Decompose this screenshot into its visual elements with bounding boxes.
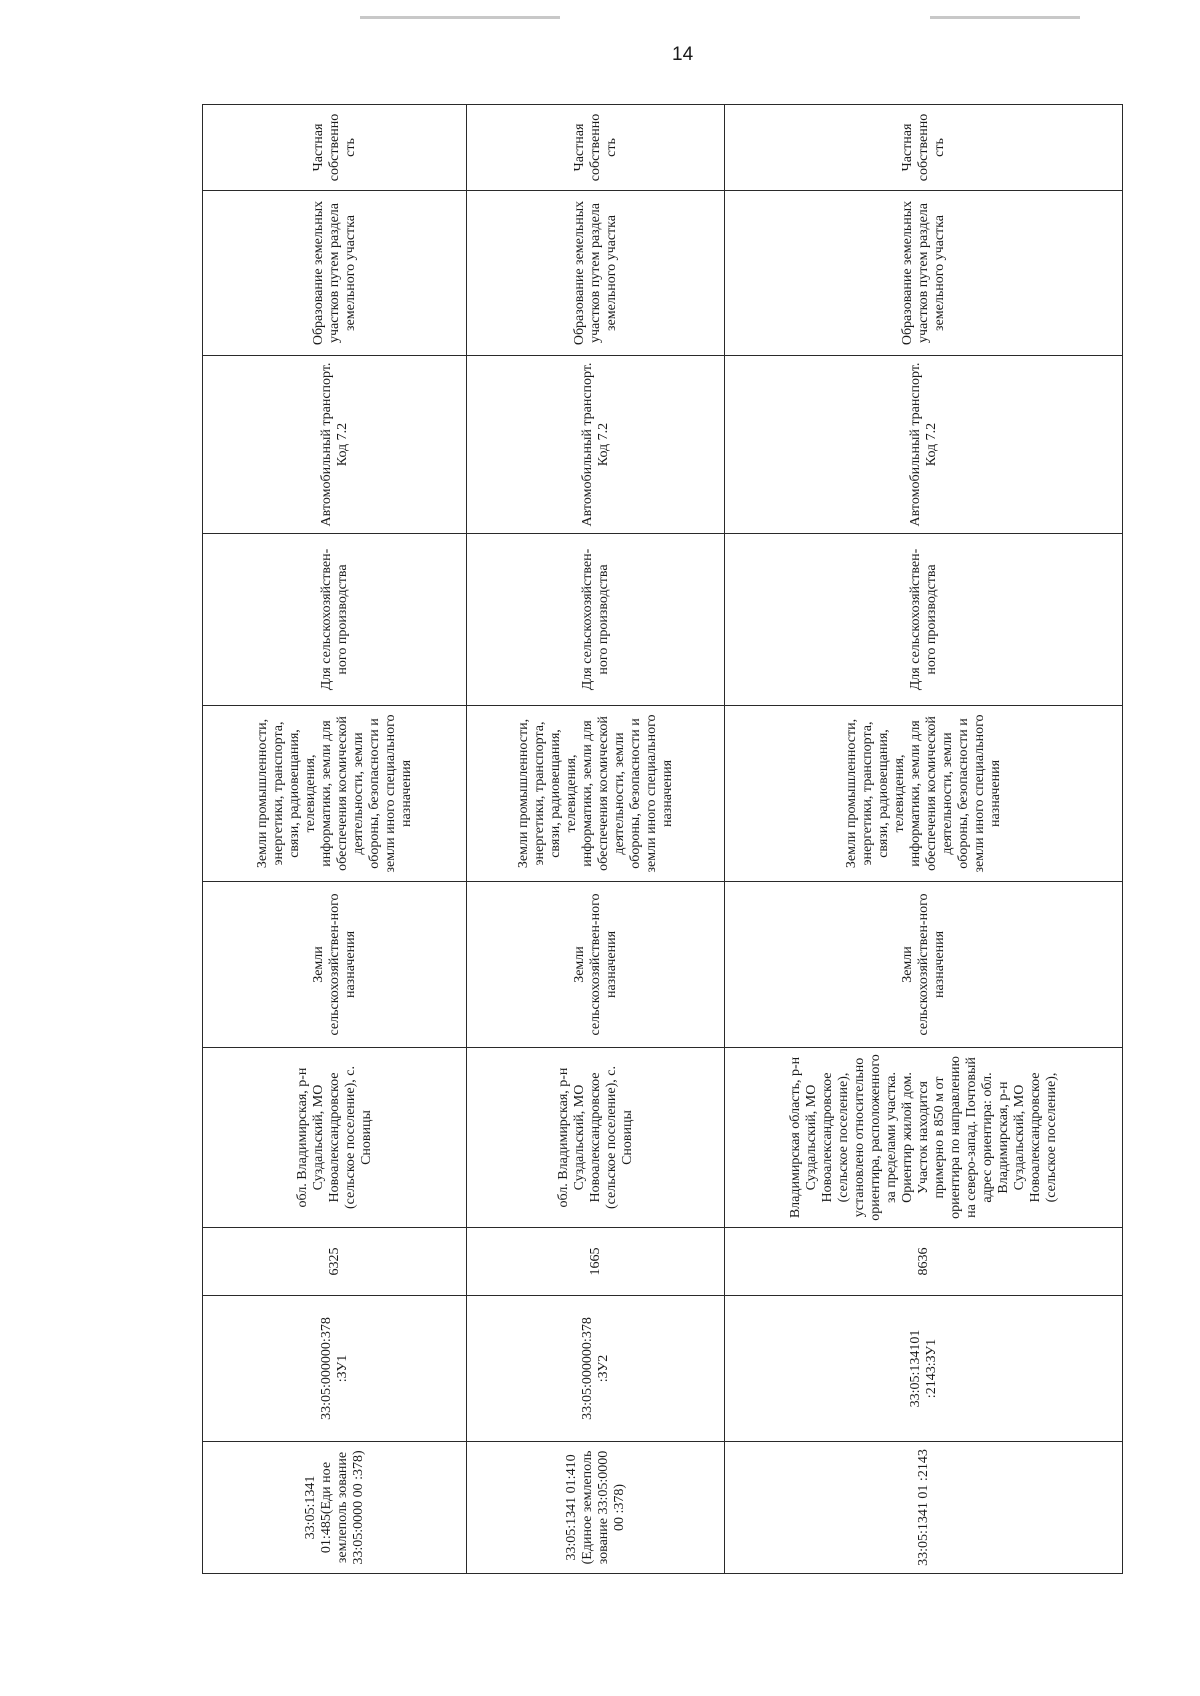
land-parcel-table xyxy=(202,104,1123,1574)
use-after-cell xyxy=(725,356,1123,534)
use-after-cell xyxy=(467,356,725,534)
source-parcel-number: 33:05:1341 01:485(Еди ное землеполь зование 33:05:0000 00 :378) xyxy=(302,1450,366,1565)
area-value: 6325 xyxy=(326,1247,342,1276)
source-parcel-number: 33:05:1341 01 :2143 xyxy=(915,1449,931,1566)
address-cell xyxy=(203,1048,467,1228)
method-cell xyxy=(467,191,725,356)
ownership-cell xyxy=(467,105,725,191)
source-parcel-cell xyxy=(725,1442,1123,1574)
new-parcel-cell xyxy=(725,1296,1123,1442)
category-before-text: Земли сельскохозяйствен-ного назначения xyxy=(310,893,358,1036)
category-before-text: Земли сельскохозяйствен-ного назначения xyxy=(899,893,947,1036)
area-cell xyxy=(467,1228,725,1296)
scan-artifact xyxy=(930,16,1080,19)
category-after-cell xyxy=(203,706,467,882)
new-parcel-cell xyxy=(467,1296,725,1442)
page-number: 14 xyxy=(672,44,694,65)
method-cell xyxy=(203,191,467,356)
address-text: обл. Владимирская, р-н Суздальский, МО Новоалександровское (сельское поселение), с. Сновицы xyxy=(294,1065,374,1210)
method-text: Образование земельных участков путем раздела земельного участка xyxy=(899,200,947,346)
scan-artifact xyxy=(360,16,560,19)
category-after-text: Земли промышленности, энергетики, транспорта, связи, радиовещания, телевидения, информатики, земли для обеспечения космической деятельности, земли обороны, безопасности и земли иного специального назначения xyxy=(254,714,414,873)
table-row xyxy=(725,105,1123,1574)
address-text: обл. Владимирская, р-н Суздальский, МО Новоалександровское (сельское поселение), с. Сновицы xyxy=(555,1065,635,1210)
area-cell xyxy=(203,1228,467,1296)
table-row xyxy=(467,105,725,1574)
address-cell xyxy=(725,1048,1123,1228)
ownership-text: Частная собственность xyxy=(571,113,619,182)
ownership-text: Частная собственность xyxy=(899,113,947,182)
source-parcel-cell xyxy=(467,1442,725,1574)
table-row xyxy=(203,105,467,1574)
category-before-cell xyxy=(467,882,725,1048)
category-after-cell xyxy=(725,706,1123,882)
use-after-text: Автомобильный транспорт. Код 7.2 xyxy=(318,362,350,527)
category-after-text: Земли промышленности, энергетики, транспорта, связи, радиовещания, телевидения, информатики, земли для обеспечения космической деятельности, земли обороны, безопасности и земли иного специального назначения xyxy=(515,714,675,873)
ownership-cell xyxy=(725,105,1123,191)
use-before-cell xyxy=(725,534,1123,706)
source-parcel-cell xyxy=(203,1442,467,1574)
use-after-cell xyxy=(203,356,467,534)
use-before-cell xyxy=(467,534,725,706)
category-before-cell xyxy=(725,882,1123,1048)
new-parcel-cell xyxy=(203,1296,467,1442)
ownership-text: Частная собственность xyxy=(310,113,358,182)
address-text: Владимирская область, р-н Суздальский, МО Новоалександровское (сельское поселение), установлено относительно ориентира, расположенного за пределами участка. Ориентир жилой дом. Участок находится примерно в 850 м от ориентира по направлению на северо-запад. Почтовый адрес ориентира: обл. Владимирская, р-н Суздальский, МО Новоалександровское (сельское поселение), xyxy=(787,1054,1059,1221)
source-parcel-number: 33:05:1341 01:410 (Единое землеполь зование 33:05:0000 00 :378) xyxy=(563,1450,627,1565)
new-parcel-number: 33:05:000000:378 :ЗУ1 xyxy=(318,1317,350,1420)
use-after-text: Автомобильный транспорт. Код 7.2 xyxy=(907,362,939,527)
use-after-text: Автомобильный транспорт. Код 7.2 xyxy=(579,362,611,527)
area-value: 8636 xyxy=(915,1247,931,1276)
use-before-text: Для сельскохозяйствен-ного производства xyxy=(579,548,611,691)
area-cell xyxy=(725,1228,1123,1296)
use-before-text: Для сельскохозяйствен-ного производства xyxy=(318,548,350,691)
method-cell xyxy=(725,191,1123,356)
category-before-text: Земли сельскохозяйствен-ного назначения xyxy=(571,893,619,1036)
use-before-text: Для сельскохозяйствен-ного производства xyxy=(907,548,939,691)
new-parcel-number: 33:05:134101 :2143:ЗУ1 xyxy=(907,1329,939,1408)
address-cell xyxy=(467,1048,725,1228)
rotated-table-container xyxy=(202,105,1122,1574)
category-after-text: Земли промышленности, энергетики, транспорта, связи, радиовещания, телевидения, информатики, земли для обеспечения космической деятельности, земли обороны, безопасности и земли иного специального назначения xyxy=(843,714,1003,873)
category-before-cell xyxy=(203,882,467,1048)
method-text: Образование земельных участков путем раздела земельного участка xyxy=(571,200,619,346)
ownership-cell xyxy=(203,105,467,191)
use-before-cell xyxy=(203,534,467,706)
category-after-cell xyxy=(467,706,725,882)
area-value: 1665 xyxy=(587,1247,603,1276)
method-text: Образование земельных участков путем раздела земельного участка xyxy=(310,200,358,346)
new-parcel-number: 33:05:000000:378 :ЗУ2 xyxy=(579,1317,611,1420)
